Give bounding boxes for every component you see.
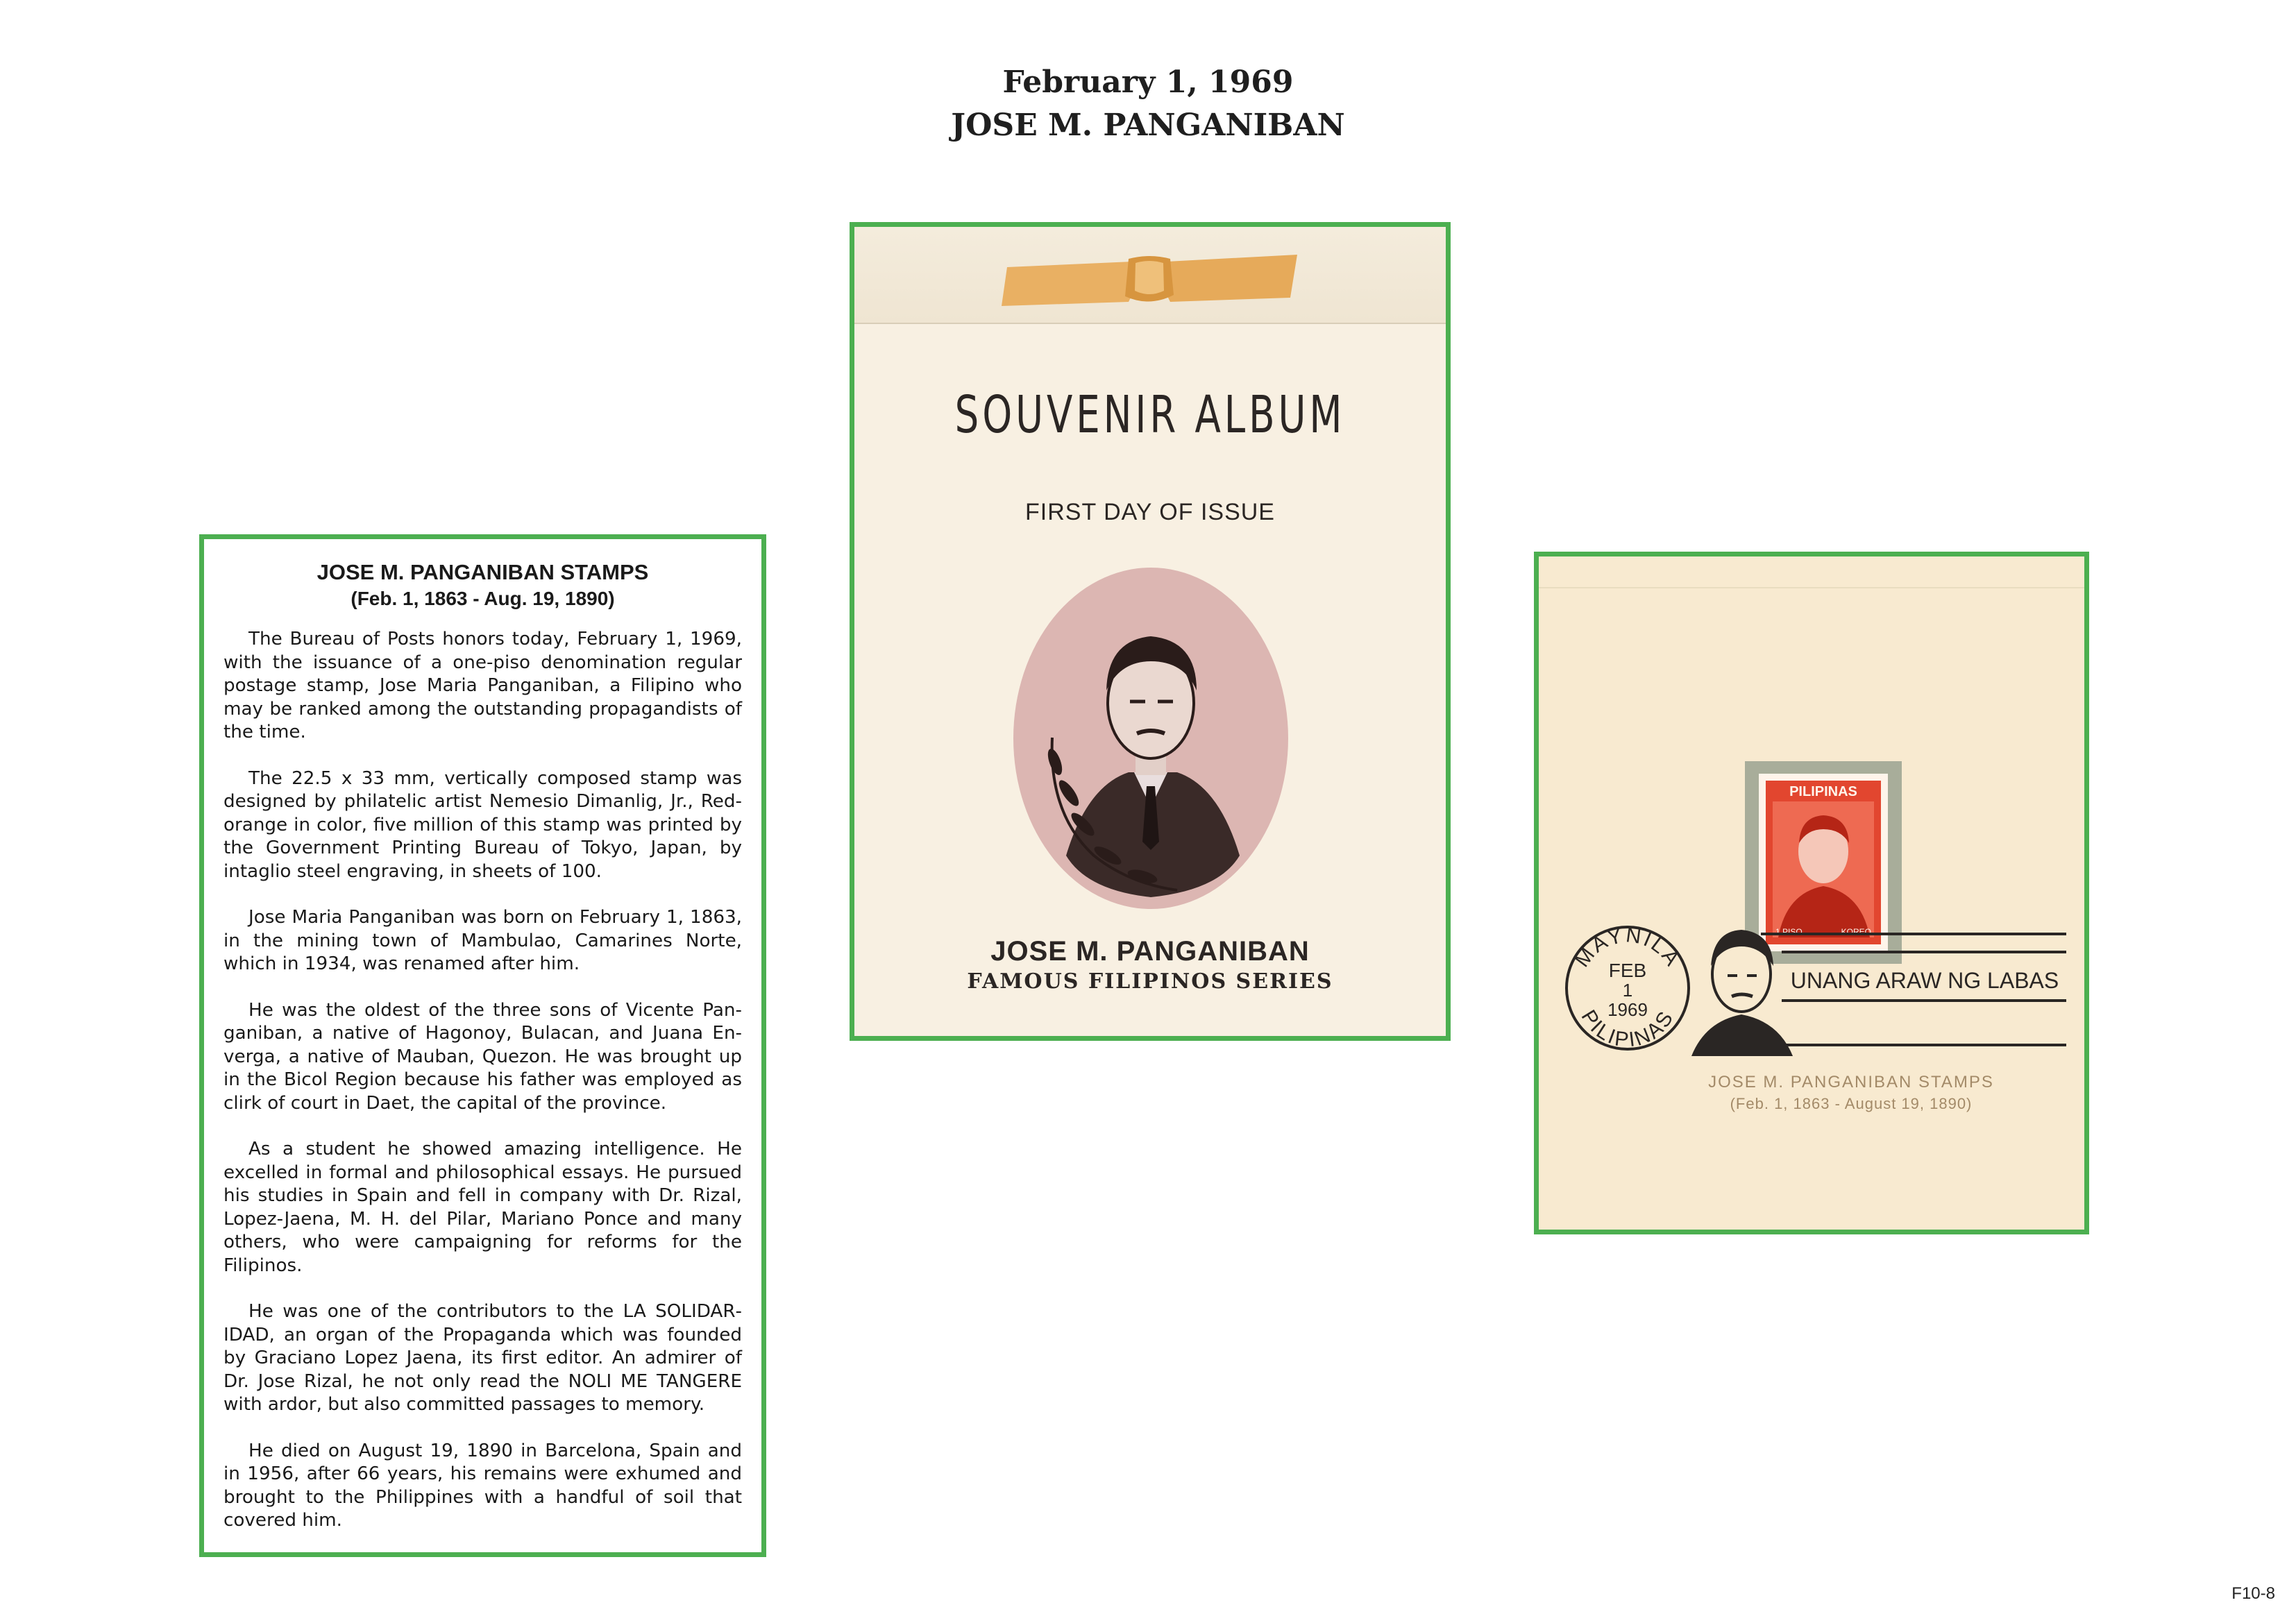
info-paragraph: He was one of the contributors to the LA SOLIDARIDAD, an organ of the Propaganda which was founded by Graciano Lopez Jaena, its first editor. An admirer of Dr. Jose Rizal, he not only read the NOLI ME TANGERE with ardor, but also committed passages to memory. <box>223 1301 742 1415</box>
first-day-cover-card <box>1534 552 2089 1234</box>
souvenir-album-card <box>850 222 1451 1041</box>
page-code: F10-8 <box>2231 1584 2275 1603</box>
postmark-year: 1969 <box>1607 999 1648 1020</box>
info-paragraph: He died on August 19, 1890 in Barcelona, Spain and in 1956, after 66 years, his remains were exhumed and brought to the Philippines with a handful of soil that covered him. <box>223 1440 742 1531</box>
postmark-day: 1 <box>1622 980 1633 1001</box>
page-title: JOSE M. PANGANIBAN <box>951 108 1345 143</box>
stamp-country-label: PILIPINAS <box>1789 784 1857 799</box>
info-paragraph: The 22.5 x 33 mm, vertically composed stamp was designed by philatelic artist Nemesio Dimanlig, Jr., Red-orange in color, five million of this stamp was printed by the Government Printing Bureau of Tokyo, Japan, by intaglio steel engraving, in sheets of 100. <box>223 767 742 882</box>
info-text-box <box>199 534 766 1557</box>
stamp-inscription-label: KOREO <box>1841 927 1871 937</box>
postmark-city: MAYNILA <box>1570 924 1685 972</box>
album-series: FAMOUS FILIPINOS SERIES <box>967 969 1333 994</box>
first-day-cancellation <box>1553 910 2080 1070</box>
page-header <box>0 61 2296 147</box>
info-box-title: JOSE M. PANGANIBAN STAMPS <box>316 560 649 584</box>
info-paragraph: As a student he showed amazing intelligence. He excelled in formal and philosophical essays. He pursued his studies in Spain and fell in company with Dr. Rizal, Lopez-Jaena, M. H. del Pilar, Mariano Ponce and many others, who were campaigning for reforms for the Filipinos. <box>223 1139 742 1276</box>
info-box-subtitle: (Feb. 1, 1863 - Aug. 19, 1890) <box>351 588 615 609</box>
stamp-value-label: 1 PISO <box>1775 927 1803 937</box>
info-paragraph: He was the oldest of the three sons of Vicente Panganiban, a native of Hagonoy, Bulacan, and Juana Enverga, a native of Mauban, Quezon. He was brought up in the Bicol Region because his father was employed as clirk of court in Daet, the capital of the province. <box>223 999 742 1114</box>
ribbon-icon <box>1000 253 1299 310</box>
album-name: JOSE M. PANGANIBAN <box>990 936 1310 967</box>
cancel-slogan: UNANG ARAW NG LABAS <box>1790 968 2059 993</box>
page-date: February 1, 1969 <box>1002 65 1294 100</box>
cover-fold-line <box>1539 587 2084 588</box>
album-title: SOUVENIR ALBUM <box>954 385 1346 445</box>
album-first-day-label: FIRST DAY OF ISSUE <box>1025 499 1275 525</box>
info-paragraph: The Bureau of Posts honors today, February 1, 1969, with the issuance of a one-piso denomination regular postage stamp, Jose Maria Panganiban, a Filipino who may be ranked among the outstanding propagandists of the time. <box>223 629 742 742</box>
cover-stamps-title: JOSE M. PANGANIBAN STAMPS <box>1708 1073 1994 1091</box>
portrait-engraving <box>1011 564 1291 912</box>
info-paragraph: Jose Maria Panganiban was born on February 1, 1863, in the mining town of Mambulao, Camarines Norte, which in 1934, was renamed after him. <box>223 907 742 974</box>
postmark-month: FEB <box>1608 960 1647 981</box>
postmark-country: PILIPINAS <box>1576 1005 1679 1052</box>
cover-stamps-dates: (Feb. 1, 1863 - August 19, 1890) <box>1730 1095 1973 1112</box>
